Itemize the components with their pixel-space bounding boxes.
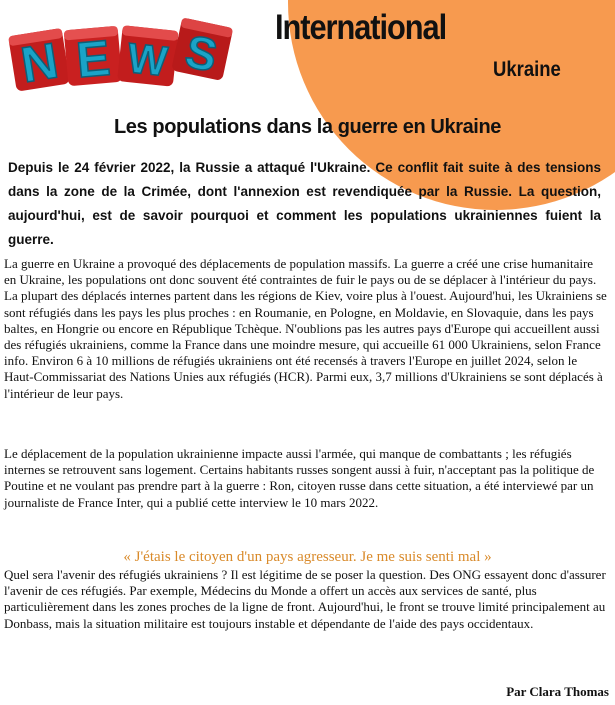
section-title: International (275, 8, 447, 47)
logo-letter-s: S (180, 24, 222, 82)
news-logo-icon (8, 14, 233, 96)
article-paragraph-2: Le déplacement de la population ukrainienne impacte aussi l'armée, qui manque de combattants ; les réfugiés internes se retrouvent sans logement. Certains habitants russes songent aussi à fuir, n'acceptant pas la politique de Poutine et ne voulant pas prendre part à la guerre : Ron, citoyen russe dans cette situation, a été interviewé par un journaliste de France Inter, qui a publié cette interview le 10 mars 2022. (4, 446, 595, 510)
article-paragraph-3: Quel sera l'avenir des réfugiés ukrainiens ? Il est légitime de se poser la question. Des ONG essayent donc d'assurer l'avenir de ces réfugiés. Par exemple, Médecins du Monde a offert un accès aux services de santé, plus particulièrement dans les zones proches de la ligne de front. Aujourd'hui, le front se trouve limité principalement au Donbass, mais la situation militaire est toujours instable et dépendante de l'aide des pays occidentaux. (4, 567, 606, 631)
section-subtitle: Ukraine (493, 58, 561, 81)
article-byline: Par Clara Thomas (506, 684, 609, 699)
article-headline: Les populations dans la guerre en Ukraine (113, 116, 502, 138)
article-paragraph-1: La guerre en Ukraine a provoqué des déplacements de population massifs. La guerre a créé une crise humanitaire en Ukraine, les populations ont donc souvent été contraintes de fuir le pays ou de se déplacer à l'intérieur du pays. La plupart des déplacés internes partent dans les régions de Kiev, voire plus à l'ouest. Aujourd'hui, les Ukrainiens se sont réfugiés dans les pays les plus proches : en Roumanie, en Pologne, en Moldavie, en Slovaquie, dans les pays baltes, en Hongrie ou encore en République Tchèque. N'oublions pas les autres pays d'Europe qui accueillent aussi des réfugiés ukrainiens, comme la France dans une moindre mesure, qui accueille 61 000 Ukrainiens, selon France info. Environ 6 à 10 millions de réfugiés ukrainiens ont été recensés à travers l'Europe en juillet 2024, selon le Haut-Commissariat des Nations Unies aux réfugiés (HCR). Parmi eux, 3,7 millions d'Ukrainiens se sont déplacés à l'intérieur de leur pays. (4, 256, 607, 401)
logo-letter-n: N (17, 32, 62, 94)
logo-letter-e: E (74, 29, 113, 89)
pull-quote: « J'étais le citoyen d'un pays agresseur. Je me suis senti mal » (123, 549, 492, 565)
logo-letter-w: W (125, 34, 170, 85)
article-lead: Depuis le 24 février 2022, la Russie a attaqué l'Ukraine. Ce conflit fait suite à des tensions dans la zone de la Crimée, dont l'annexion est revendiquée par la Russie. La question, aujourd'hui, est de savoir pourquoi et comment les populations ukrainiennes fuient la guerre. (8, 160, 601, 247)
